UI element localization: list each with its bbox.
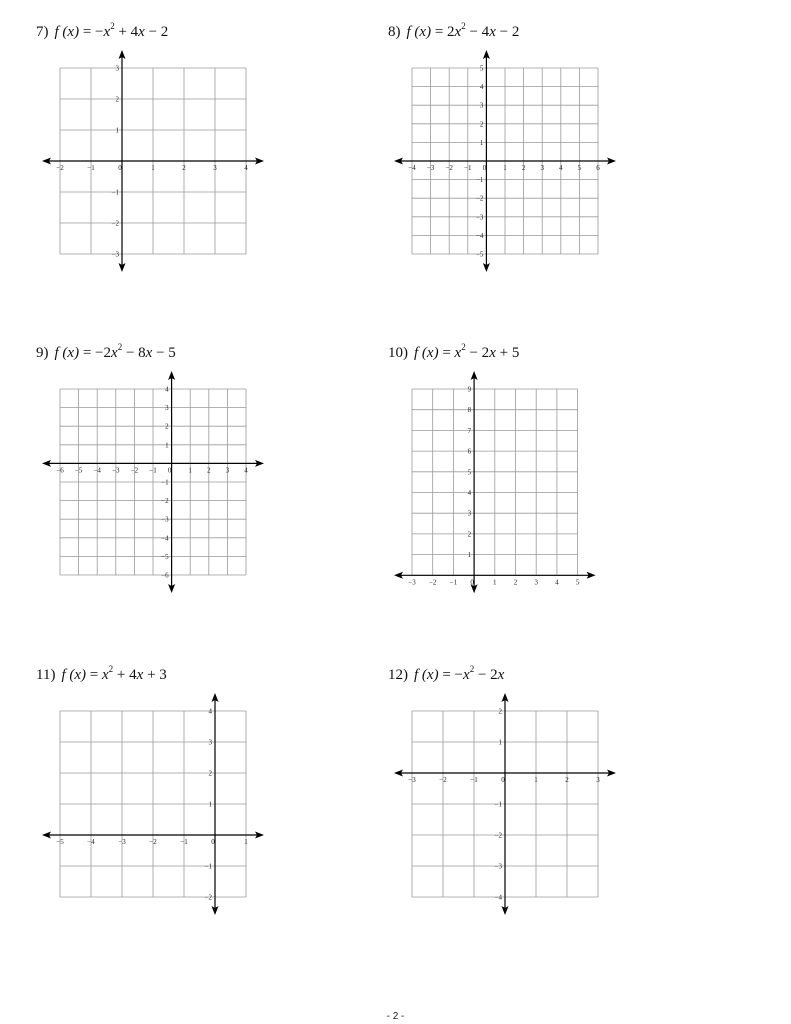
problem-label (36, 664, 167, 684)
coordinate-grid (387, 45, 627, 280)
x-tick-label: −3 (408, 578, 416, 587)
y-tick-label: −2 (204, 893, 212, 902)
y-tick-label: −3 (161, 515, 169, 524)
x-tick-label: 4 (244, 466, 248, 475)
y-tick-label: 1 (498, 738, 502, 747)
y-tick-label: 1 (479, 138, 484, 147)
function-expression: $x^2 - 2x + 5$ (454, 342, 520, 361)
y-tick-label: −1 (204, 862, 212, 871)
grid-lines (60, 389, 246, 575)
y-tick-label: −1 (161, 478, 169, 487)
x-tick-label: −3 (408, 776, 416, 784)
x-tick-label: 3 (225, 466, 230, 475)
x-tick-label: 3 (596, 776, 600, 784)
x-tick-label: 0 (501, 776, 505, 784)
function-name: f (x) (54, 345, 80, 361)
y-tick-label: 1 (467, 551, 472, 560)
function-name: f (x) (414, 667, 439, 683)
x-tick-label: −2 (428, 578, 437, 587)
coordinate-grid (35, 688, 275, 923)
y-tick-label: 4 (165, 385, 169, 394)
x-tick-label: −2 (149, 838, 157, 846)
equals-sign: = (442, 667, 451, 683)
x-tick-label: 2 (207, 466, 211, 475)
x-tick-label: 1 (493, 578, 497, 587)
x-tick-label: 1 (151, 164, 155, 172)
x-tick-label: −1 (449, 578, 458, 587)
problem-label (36, 342, 176, 362)
y-tick-label: 4 (479, 83, 484, 92)
y-tick-label: 2 (479, 120, 484, 129)
function-expression: $-2x^2 - 8x - 5$ (95, 342, 176, 361)
function-expression: $x^2 + 4x + 3$ (102, 664, 167, 683)
x-tick-label: −3 (112, 466, 120, 475)
y-tick-label: −4 (494, 893, 502, 902)
y-tick-label: −2 (475, 194, 484, 203)
y-tick-label: 4 (208, 707, 212, 716)
x-tick-label: 1 (244, 838, 248, 846)
x-tick-label: 1 (188, 466, 192, 475)
coordinate-grid (387, 366, 627, 601)
equals-sign: = (434, 24, 444, 40)
x-tick-label: −5 (74, 466, 83, 475)
problem-number: 7) (36, 24, 49, 40)
problem-number: 12) (388, 667, 408, 683)
x-tick-label: 2 (513, 578, 518, 587)
problem-label (388, 21, 520, 41)
x-tick-label: 6 (596, 164, 600, 172)
x-tick-label: 1 (534, 776, 538, 784)
x-tick-label: −5 (56, 838, 64, 846)
y-tick-label: −3 (494, 862, 502, 871)
x-tick-label: −3 (118, 838, 126, 846)
x-tick-label: 3 (534, 578, 538, 587)
x-tick-label: 2 (182, 164, 186, 172)
function-name: f (x) (54, 24, 80, 40)
y-tick-label: −3 (111, 250, 119, 259)
y-tick-label: 3 (467, 509, 472, 518)
function-name: f (x) (61, 667, 87, 683)
x-tick-label: 4 (555, 578, 559, 587)
y-tick-label: −5 (475, 250, 484, 259)
problem-number: 9) (36, 345, 49, 361)
equals-sign: = (82, 24, 92, 40)
x-tick-label: −1 (149, 466, 157, 475)
problem-label (36, 21, 169, 41)
y-tick-label: 5 (479, 64, 484, 73)
function-name: f (x) (414, 345, 439, 361)
y-tick-label: 1 (165, 441, 169, 450)
y-tick-label: 5 (467, 468, 472, 477)
y-tick-label: 2 (115, 95, 119, 104)
y-tick-label: 3 (115, 64, 119, 73)
function-expression: $2x^2 - 4x - 2$ (447, 21, 520, 40)
y-tick-label: 6 (467, 447, 472, 456)
problem-label (388, 664, 505, 684)
x-tick-label: 3 (213, 164, 217, 172)
problem-number: 8) (388, 24, 401, 40)
function-name: f (x) (406, 24, 432, 40)
x-tick-label: −4 (87, 838, 95, 846)
y-tick-label: 3 (479, 101, 484, 110)
x-tick-label: 4 (559, 164, 563, 172)
x-tick-label: 1 (503, 164, 507, 172)
x-tick-label: 0 (482, 164, 487, 172)
y-tick-label: 1 (115, 126, 119, 135)
x-tick-label: −3 (426, 164, 435, 172)
y-tick-label: 2 (208, 769, 212, 778)
y-tick-label: −1 (494, 800, 502, 809)
coordinate-grid (35, 45, 275, 280)
x-tick-label: 0 (211, 838, 215, 846)
x-tick-label: −1 (87, 164, 95, 172)
y-tick-label: 9 (467, 385, 472, 394)
x-tick-label: −1 (464, 164, 472, 172)
x-tick-label: 2 (565, 776, 569, 784)
grid-lines (60, 711, 246, 897)
equals-sign: = (89, 667, 99, 683)
y-tick-label: −2 (111, 219, 119, 228)
y-tick-label: −5 (161, 552, 169, 561)
y-tick-label: −1 (475, 176, 484, 185)
y-tick-label: −6 (161, 571, 169, 580)
coordinate-grid (35, 366, 275, 601)
x-tick-label: 3 (540, 164, 544, 172)
x-tick-label: 0 (118, 164, 122, 172)
x-tick-label: 5 (577, 164, 582, 172)
x-tick-label: 5 (575, 578, 580, 587)
y-tick-label: −1 (111, 188, 119, 197)
function-expression: $-x^2 - 2x$ (454, 664, 505, 683)
y-tick-label: −4 (161, 534, 169, 543)
function-expression: $-x^2 + 4x - 2$ (95, 21, 169, 40)
x-tick-label: −2 (130, 466, 139, 475)
y-tick-label: −4 (475, 231, 484, 240)
x-tick-label: −6 (56, 466, 64, 475)
page-number: - 2 - (386, 1011, 405, 1022)
x-tick-label: −2 (439, 776, 447, 784)
y-tick-label: −3 (475, 213, 484, 222)
x-tick-label: −2 (56, 164, 64, 172)
y-tick-label: 2 (165, 422, 169, 431)
x-tick-label: 0 (470, 578, 474, 587)
x-tick-label: −1 (180, 838, 188, 846)
grid-lines (412, 389, 578, 575)
problem-label (388, 342, 520, 362)
y-tick-label: 2 (467, 530, 472, 539)
coordinate-grid (387, 688, 627, 923)
y-tick-label: 3 (165, 404, 169, 413)
y-tick-label: 2 (498, 707, 502, 716)
y-tick-label: 3 (208, 738, 212, 747)
y-tick-label: −2 (161, 497, 169, 506)
equals-sign: = (82, 345, 92, 361)
x-tick-label: −4 (408, 164, 416, 172)
y-tick-label: 4 (467, 489, 472, 497)
x-tick-label: −4 (93, 466, 101, 475)
problem-number: 11) (36, 667, 56, 683)
x-tick-label: −2 (445, 164, 453, 172)
y-tick-label: 1 (208, 800, 212, 809)
x-tick-label: 4 (244, 164, 248, 172)
y-tick-label: −2 (494, 831, 502, 840)
equals-sign: = (442, 345, 451, 361)
problem-number: 10) (388, 345, 408, 361)
y-tick-label: 8 (467, 406, 472, 415)
x-tick-label: 2 (521, 164, 526, 172)
x-tick-label: 0 (167, 466, 172, 475)
x-tick-label: −1 (470, 776, 478, 784)
y-tick-label: 7 (467, 426, 472, 435)
